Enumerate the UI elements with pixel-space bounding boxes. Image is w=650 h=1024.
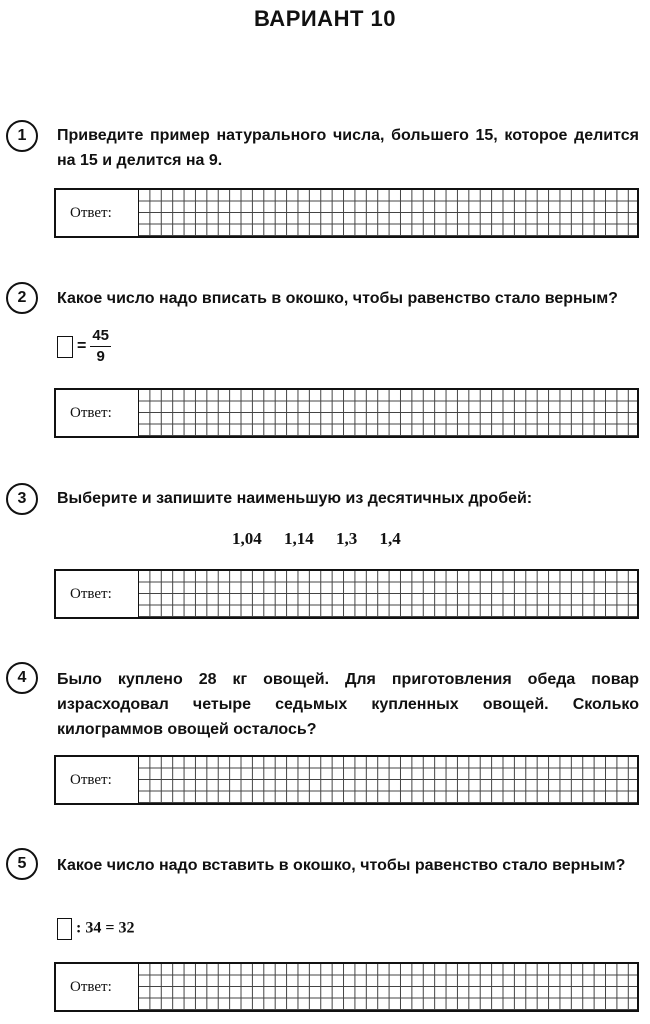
task-question: Приведите пример натурального числа, большего 15, которое делится на 15 и делится на 9. xyxy=(57,127,639,169)
empty-box[interactable] xyxy=(57,336,73,358)
answer-label: Ответ: xyxy=(70,586,112,602)
answer-grid[interactable] xyxy=(138,571,637,617)
fraction-numerator: 45 xyxy=(90,326,111,347)
equation-text: : 34 = 32 xyxy=(76,919,135,937)
option: 1,14 xyxy=(284,529,314,548)
task-number: 3 xyxy=(6,483,38,515)
fraction-denominator: 9 xyxy=(96,348,105,365)
answer-grid[interactable] xyxy=(138,390,637,436)
answer-label: Ответ: xyxy=(70,772,112,788)
answer-field[interactable] xyxy=(54,188,639,238)
answer-field[interactable] xyxy=(54,755,639,805)
page-title: ВАРИАНТ 10 xyxy=(254,6,396,31)
task-question: Какое число надо вписать в окошко, чтобы равенство стало верным? xyxy=(57,290,618,307)
answer-field[interactable] xyxy=(54,962,639,1012)
decimal-options xyxy=(232,529,419,549)
task-number: 4 xyxy=(6,662,38,694)
option: 1,04 xyxy=(232,529,262,548)
answer-label: Ответ: xyxy=(70,979,112,995)
equation xyxy=(57,918,134,940)
task-number: 2 xyxy=(6,282,38,314)
task-number: 5 xyxy=(6,848,38,880)
answer-field[interactable] xyxy=(54,388,639,438)
task-number: 1 xyxy=(6,120,38,152)
option: 1,3 xyxy=(336,529,358,548)
answer-grid[interactable] xyxy=(138,964,637,1010)
fraction xyxy=(90,326,111,367)
answer-field[interactable] xyxy=(54,569,639,619)
option: 1,4 xyxy=(379,529,401,548)
task-question: Выберите и запишите наименьшую из десятичных дробей: xyxy=(57,490,533,507)
answer-grid[interactable] xyxy=(138,190,637,236)
answer-label: Ответ: xyxy=(70,405,112,421)
answer-grid[interactable] xyxy=(138,757,637,803)
equation xyxy=(57,326,111,367)
answer-label: Ответ: xyxy=(70,205,112,221)
equals-sign: = xyxy=(77,337,87,355)
task-question: Было куплено 28 кг овощей. Для приготовления обеда повар израсходовал четыре седьмых купленных овощей. Сколько килограммов овощей осталось? xyxy=(57,671,639,738)
task-question: Какое число надо вставить в окошко, чтобы равенство стало верным? xyxy=(57,857,626,874)
empty-box[interactable] xyxy=(57,918,72,940)
